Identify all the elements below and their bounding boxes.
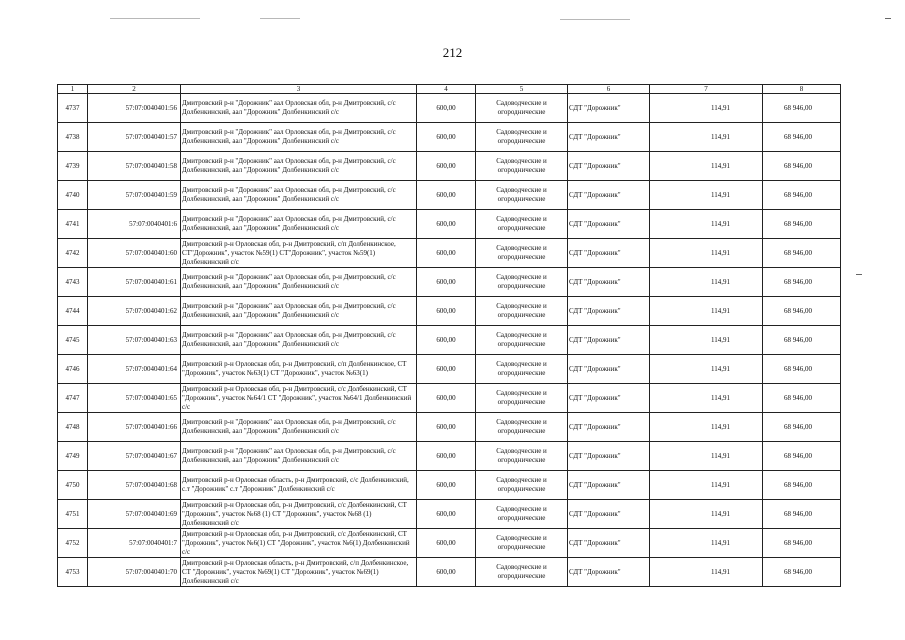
land-use-cell: Садоводческие и огороднические	[476, 210, 568, 239]
scan-mark-right-top	[885, 18, 891, 19]
table-row	[58, 210, 841, 239]
scan-noise-top-3	[560, 19, 630, 20]
cadastral-value-cell: 68 946,00	[763, 355, 841, 384]
address-cell: Дмитровский р-н Орловская область, р-н Дмитровский, с/п Долбенкинское, СТ "Дорожник", участок №69(1) СТ "Дорожник", участок №69(1) Долбенкинский с/с	[181, 558, 417, 587]
table-row	[58, 442, 841, 471]
land-use-cell: Садоводческие и огороднические	[476, 355, 568, 384]
cadastral-value-cell: 68 946,00	[763, 297, 841, 326]
area-cell: 600,00	[417, 529, 476, 558]
address-cell: Дмитровский р-н "Дорожник" аал Орловская обл, р-н Дмитровский, с/с Долбенкинский, аал "Дорожник" Долбенкинский с/с	[181, 326, 417, 355]
address-cell: Дмитровский р-н "Дорожник" аал Орловская обл, р-н Дмитровский, с/с Долбенкинский, аал "Дорожник" Долбенкинский с/с	[181, 297, 417, 326]
table-header	[58, 85, 841, 94]
land-use-cell: Садоводческие и огороднические	[476, 558, 568, 587]
table-row	[58, 558, 841, 587]
area-cell: 600,00	[417, 123, 476, 152]
cadastral-number-cell: 57:07:0040401:62	[88, 297, 181, 326]
land-use-cell: Садоводческие и огороднические	[476, 181, 568, 210]
table-row	[58, 94, 841, 123]
column-header-3: 3	[181, 85, 417, 94]
column-header-6: 6	[568, 85, 650, 94]
table-row	[58, 355, 841, 384]
column-header-7: 7	[650, 85, 763, 94]
table-row	[58, 239, 841, 268]
cadastral-value-cell: 68 946,00	[763, 94, 841, 123]
column-header-8: 8	[763, 85, 841, 94]
row-number-cell: 4741	[58, 210, 88, 239]
address-cell: Дмитровский р-н "Дорожник" аал Орловская обл, р-н Дмитровский, с/с Долбенкинский, аал "Дорожник" Долбенкинский с/с	[181, 94, 417, 123]
cadastral-value-cell: 68 946,00	[763, 471, 841, 500]
cadastral-value-cell: 68 946,00	[763, 529, 841, 558]
row-number-cell: 4744	[58, 297, 88, 326]
area-cell: 600,00	[417, 471, 476, 500]
address-cell: Дмитровский р-н "Дорожник" аал Орловская обл, р-н Дмитровский, с/с Долбенкинский, аал "Дорожник" Долбенкинский с/с	[181, 152, 417, 181]
owner-cell: СДТ "Дорожник"	[568, 239, 650, 268]
table-body	[58, 94, 841, 587]
table-row	[58, 529, 841, 558]
row-number-cell: 4749	[58, 442, 88, 471]
land-use-cell: Садоводческие и огороднические	[476, 123, 568, 152]
scan-noise-top-2	[260, 18, 300, 19]
specific-value-cell: 114,91	[650, 152, 763, 181]
address-cell: Дмитровский р-н Орловская обл, р-н Дмитровский, с/п Долбенкинское, СТ"Дорожник", участок №59(1) СТ"Дорожник", участок №59(1) Долбенкинский с/с	[181, 239, 417, 268]
owner-cell: СДТ "Дорожник"	[568, 558, 650, 587]
column-header-1: 1	[58, 85, 88, 94]
area-cell: 600,00	[417, 558, 476, 587]
area-cell: 600,00	[417, 181, 476, 210]
cadastral-value-cell: 68 946,00	[763, 181, 841, 210]
specific-value-cell: 114,91	[650, 413, 763, 442]
table-row	[58, 384, 841, 413]
table-row	[58, 326, 841, 355]
address-cell: Дмитровский р-н "Дорожник" аал Орловская обл, р-н Дмитровский, с/с Долбенкинский, аал "Дорожник" Долбенкинский с/с	[181, 210, 417, 239]
owner-cell: СДТ "Дорожник"	[568, 297, 650, 326]
area-cell: 600,00	[417, 442, 476, 471]
specific-value-cell: 114,91	[650, 384, 763, 413]
specific-value-cell: 114,91	[650, 471, 763, 500]
specific-value-cell: 114,91	[650, 326, 763, 355]
cadastral-value-cell: 68 946,00	[763, 558, 841, 587]
cadastral-number-cell: 57:07:0040401:64	[88, 355, 181, 384]
owner-cell: СДТ "Дорожник"	[568, 413, 650, 442]
land-use-cell: Садоводческие и огороднические	[476, 152, 568, 181]
area-cell: 600,00	[417, 152, 476, 181]
address-cell: Дмитровский р-н "Дорожник" аал Орловская обл, р-н Дмитровский, с/с Долбенкинский, аал "Дорожник" Долбенкинский с/с	[181, 268, 417, 297]
cadastral-number-cell: 57:07:0040401:58	[88, 152, 181, 181]
page-number: 212	[442, 45, 463, 60]
land-use-cell: Садоводческие и огороднические	[476, 239, 568, 268]
specific-value-cell: 114,91	[650, 529, 763, 558]
area-cell: 600,00	[417, 326, 476, 355]
owner-cell: СДТ "Дорожник"	[568, 181, 650, 210]
cadastral-number-cell: 57:07:0040401:70	[88, 558, 181, 587]
row-number-cell: 4746	[58, 355, 88, 384]
cadastral-number-cell: 57:07:0040401:69	[88, 500, 181, 529]
owner-cell: СДТ "Дорожник"	[568, 442, 650, 471]
row-number-cell: 4752	[58, 529, 88, 558]
land-plot-register-table	[57, 84, 841, 587]
area-cell: 600,00	[417, 500, 476, 529]
land-use-cell: Садоводческие и огороднические	[476, 500, 568, 529]
specific-value-cell: 114,91	[650, 123, 763, 152]
scan-mark-right-middle	[856, 274, 862, 275]
owner-cell: СДТ "Дорожник"	[568, 355, 650, 384]
land-use-cell: Садоводческие и огороднические	[476, 413, 568, 442]
row-number-cell: 4753	[58, 558, 88, 587]
land-use-cell: Садоводческие и огороднические	[476, 384, 568, 413]
column-header-2: 2	[88, 85, 181, 94]
cadastral-number-cell: 57:07:0040401:63	[88, 326, 181, 355]
row-number-cell: 4743	[58, 268, 88, 297]
cadastral-number-cell: 57:07:0040401:60	[88, 239, 181, 268]
land-use-cell: Садоводческие и огороднические	[476, 326, 568, 355]
cadastral-value-cell: 68 946,00	[763, 239, 841, 268]
cadastral-number-cell: 57:07:0040401:67	[88, 442, 181, 471]
specific-value-cell: 114,91	[650, 442, 763, 471]
address-cell: Дмитровский р-н "Дорожник" аал Орловская обл, р-н Дмитровский, с/с Долбенкинский, аал "Дорожник" Долбенкинский с/с	[181, 413, 417, 442]
area-cell: 600,00	[417, 239, 476, 268]
cadastral-number-cell: 57:07:0040401:66	[88, 413, 181, 442]
owner-cell: СДТ "Дорожник"	[568, 268, 650, 297]
cadastral-number-cell: 57:07:0040401:56	[88, 94, 181, 123]
table-row	[58, 297, 841, 326]
row-number-cell: 4750	[58, 471, 88, 500]
specific-value-cell: 114,91	[650, 94, 763, 123]
land-use-cell: Садоводческие и огороднические	[476, 268, 568, 297]
scan-noise-top	[110, 18, 200, 19]
address-cell: Дмитровский р-н "Дорожник" аал Орловская обл, р-н Дмитровский, с/с Долбенкинский, аал "Дорожник" Долбенкинский с/с	[181, 123, 417, 152]
cadastral-number-cell: 57:07:0040401:61	[88, 268, 181, 297]
row-number-cell: 4747	[58, 384, 88, 413]
cadastral-value-cell: 68 946,00	[763, 384, 841, 413]
specific-value-cell: 114,91	[650, 558, 763, 587]
specific-value-cell: 114,91	[650, 210, 763, 239]
specific-value-cell: 114,91	[650, 500, 763, 529]
specific-value-cell: 114,91	[650, 239, 763, 268]
cadastral-value-cell: 68 946,00	[763, 268, 841, 297]
owner-cell: СДТ "Дорожник"	[568, 94, 650, 123]
column-number-row	[58, 85, 841, 94]
address-cell: Дмитровский р-н Орловская обл, р-н Дмитровский, с/с Долбенкинский, СТ "Дорожник", участок №64/1 СТ "Дорожник", участок №64/1 Долбенкинский с/с	[181, 384, 417, 413]
cadastral-number-cell: 57:07:0040401:59	[88, 181, 181, 210]
table-row	[58, 268, 841, 297]
land-use-cell: Садоводческие и огороднические	[476, 471, 568, 500]
address-cell: Дмитровский р-н Орловская область, р-н Дмитровский, с/с Долбенкинский, с.т "Дорожник" с.т "Дорожник" Долбенкинский с/с	[181, 471, 417, 500]
row-number-cell: 4739	[58, 152, 88, 181]
owner-cell: СДТ "Дорожник"	[568, 152, 650, 181]
cadastral-value-cell: 68 946,00	[763, 413, 841, 442]
specific-value-cell: 114,91	[650, 355, 763, 384]
cadastral-number-cell: 57:07:0040401:65	[88, 384, 181, 413]
cadastral-value-cell: 68 946,00	[763, 152, 841, 181]
area-cell: 600,00	[417, 268, 476, 297]
address-cell: Дмитровский р-н "Дорожник" аал Орловская обл, р-н Дмитровский, с/с Долбенкинский, аал "Дорожник" Долбенкинский с/с	[181, 181, 417, 210]
address-cell: Дмитровский р-н Орловская обл, р-н Дмитровский, с/п Долбенкинское, СТ "Дорожник", участок №63(1) СТ "Дорожник", участок №63(1)	[181, 355, 417, 384]
cadastral-value-cell: 68 946,00	[763, 326, 841, 355]
table-row	[58, 123, 841, 152]
table-row	[58, 471, 841, 500]
land-use-cell: Садоводческие и огороднические	[476, 529, 568, 558]
specific-value-cell: 114,91	[650, 297, 763, 326]
row-number-cell: 4751	[58, 500, 88, 529]
specific-value-cell: 114,91	[650, 268, 763, 297]
row-number-cell: 4748	[58, 413, 88, 442]
owner-cell: СДТ "Дорожник"	[568, 326, 650, 355]
column-header-4: 4	[417, 85, 476, 94]
table-row	[58, 181, 841, 210]
area-cell: 600,00	[417, 94, 476, 123]
row-number-cell: 4740	[58, 181, 88, 210]
owner-cell: СДТ "Дорожник"	[568, 471, 650, 500]
owner-cell: СДТ "Дорожник"	[568, 123, 650, 152]
owner-cell: СДТ "Дорожник"	[568, 210, 650, 239]
cadastral-value-cell: 68 946,00	[763, 442, 841, 471]
row-number-cell: 4742	[58, 239, 88, 268]
table-row	[58, 500, 841, 529]
land-use-cell: Садоводческие и огороднические	[476, 297, 568, 326]
cadastral-value-cell: 68 946,00	[763, 210, 841, 239]
area-cell: 600,00	[417, 210, 476, 239]
address-cell: Дмитровский р-н Орловская обл, р-н Дмитровский, с/с Долбенкинский, СТ "Дорожник", участок №68 (1) СТ "Дорожник", участок №68 (1) Долбенкинский с/с	[181, 500, 417, 529]
owner-cell: СДТ "Дорожник"	[568, 500, 650, 529]
area-cell: 600,00	[417, 413, 476, 442]
cadastral-number-cell: 57:07:0040401:57	[88, 123, 181, 152]
cadastral-number-cell: 57:07:0040401:7	[88, 529, 181, 558]
address-cell: Дмитровский р-н "Дорожник" аал Орловская обл, р-н Дмитровский, с/с Долбенкинский, аал "Дорожник" Долбенкинский с/с	[181, 442, 417, 471]
owner-cell: СДТ "Дорожник"	[568, 384, 650, 413]
row-number-cell: 4745	[58, 326, 88, 355]
specific-value-cell: 114,91	[650, 181, 763, 210]
row-number-cell: 4737	[58, 94, 88, 123]
column-header-5: 5	[476, 85, 568, 94]
area-cell: 600,00	[417, 297, 476, 326]
table-row	[58, 152, 841, 181]
cadastral-value-cell: 68 946,00	[763, 500, 841, 529]
row-number-cell: 4738	[58, 123, 88, 152]
area-cell: 600,00	[417, 384, 476, 413]
cadastral-number-cell: 57:07:0040401:68	[88, 471, 181, 500]
land-use-cell: Садоводческие и огороднические	[476, 442, 568, 471]
land-use-cell: Садоводческие и огороднические	[476, 94, 568, 123]
cadastral-value-cell: 68 946,00	[763, 123, 841, 152]
address-cell: Дмитровский р-н Орловская обл, р-н Дмитровский, с/с Долбенкинский, СТ "Дорожник", участок №6(1) СТ "Дорожник", участок №6(1) Долбенкинский с/с	[181, 529, 417, 558]
table-row	[58, 413, 841, 442]
cadastral-number-cell: 57:07:0040401:6	[88, 210, 181, 239]
area-cell: 600,00	[417, 355, 476, 384]
owner-cell: СДТ "Дорожник"	[568, 529, 650, 558]
